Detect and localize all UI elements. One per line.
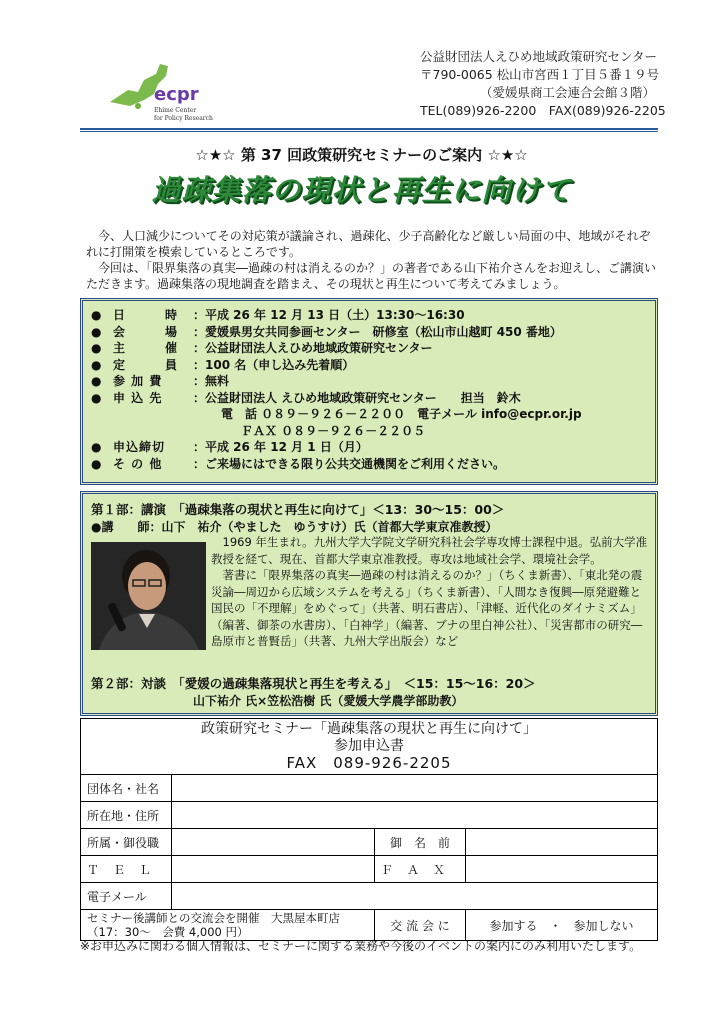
bio-paragraph-2: 著書に「限界集落の真実―過疎の村は消えるのか？」（ちくま新書）、「東北発の震災論―周辺から広域システムを考える」（ちくま新書）、「人間なき復興―原発避難と国民の「不理解」をめぐって」（共著、明石書店）、「津軽、近代化のダイナミズム」（編著、御茶の水書房）、「白神学」（編著、ブナの里白神公社）、「災害都市の研究―島原市と普賢岳」（共著、九州大学出版会）など (211, 568, 643, 648)
form-row-email (81, 883, 658, 910)
info-row-venue: ● 会 場 ：愛媛県男女共同参画センター 研修室（松山市山越町 450 番地） (91, 324, 562, 339)
form-row-dept (81, 829, 658, 856)
speaker-bio (211, 534, 651, 650)
form-title: 政策研究セミナー「過疎集落の現状と再生に向けて」 (201, 721, 537, 737)
info-row-host: ● 主 催 ：公益財団法人えひめ地域政策研究センター (91, 341, 433, 355)
form-row-social (81, 910, 658, 941)
form-table (80, 774, 658, 941)
social-event-choice[interactable]: 参加する ・ 参加しない (466, 910, 658, 941)
ecpr-logo (108, 62, 228, 124)
info-contact-fax: ＦＡＸ ０８９－９２６－２２０５ (241, 423, 426, 438)
speaker-photo (91, 542, 206, 650)
org-tel-fax: TEL(089)926-2200 FAX(089)926-2205 (420, 103, 666, 118)
form-header (80, 718, 658, 774)
form-fax: FAX 089-926-2205 (286, 754, 452, 772)
tel-label: ＴＥＬ (81, 856, 172, 883)
org-label: 団体名・社名 (81, 775, 172, 802)
intro-paragraph-1: 今、人口減少についてその対応策が議論され、過疎化、少子高齢化など厳しい局面の中、地域がそれぞれに打開策を模索しているところです。 (86, 229, 651, 259)
logo-text: ecpr (154, 84, 199, 105)
name-label: 御 名 前 (375, 829, 466, 856)
dept-field[interactable] (172, 829, 375, 856)
email-label: 電子メール (81, 883, 172, 910)
info-row-fee: ● 参 加 費 ：無料 (91, 374, 230, 388)
org-name: 公益財団法人えひめ地域政策研究センター (420, 49, 658, 64)
address-label: 所在地・住所 (81, 802, 172, 829)
intro-paragraph-2: 今回は、「限界集落の真実―過疎の村は消えるのか？」の著者である山下祐介さんをお迎えし、ご講演いただきます。過疎集落の現地調査を踏まえ、その現状と再生について考えてみましょう。 (86, 261, 657, 291)
intro-text (86, 228, 661, 292)
header-rule (80, 128, 658, 130)
seminar-subtitle: ☆★☆ 第 37 回政策研究セミナーのご案内 ☆★☆ (195, 146, 528, 164)
org-field[interactable] (172, 775, 658, 802)
tel-field[interactable] (172, 856, 375, 883)
organization-info (420, 48, 666, 120)
program-box (80, 491, 658, 716)
logo-sub2: for Policy Research (154, 115, 213, 122)
privacy-note: ※お申込みに関わる個人情報は、セミナーに関する業務や今後のイベントの案内にのみ利用いたします。 (80, 939, 642, 953)
address-field[interactable] (172, 802, 658, 829)
info-row-date: ● 日 時 ：平成 26 年 12 月 13 日（土）13:30～16:30 (91, 308, 465, 322)
info-row-apply: ● 申 込 先 ：公益財団法人 えひめ地域政策研究センター 担当 鈴木 (91, 390, 521, 405)
part1-title: 第１部：講演 「過疎集落の現状と再生に向けて」＜13：30～15：00＞ (91, 502, 505, 517)
part2-title: 第２部：対談 「愛媛の過疎集落現状と再生を考える」 ＜15：15～16：20＞ (91, 676, 536, 691)
info-row-capacity: ● 定 員 ：100 名（申し込み先着順） (91, 357, 355, 372)
social-event-label: セミナー後講師との交流会を開催 大黒屋本町店 （17：30～ 会費 4,000 円） (81, 910, 375, 941)
form-subtitle: 参加申込書 (334, 738, 404, 754)
form-row-org (81, 775, 658, 802)
form-row-tel (81, 856, 658, 883)
info-row-deadline: ● 申込締切 ：平成 26 年 12 月 1 日（月） (91, 440, 368, 454)
dept-label: 所属・御役職 (81, 829, 172, 856)
info-contact-tel: 電 話 ０８９－９２６－２２００ 電子メール info@ecpr.or.jp (221, 407, 582, 421)
bio-paragraph-1: 1969 年生まれ。九州大学大学院文学研究科社会学専攻博士課程中退。弘前大学准教授を経て、現在、首都大学東京准教授。専攻は地域社会学、環境社会学。 (211, 535, 648, 566)
email-field[interactable] (172, 883, 658, 910)
header-rule-thin (80, 131, 658, 132)
fax-label: ＦＡＸ (375, 856, 466, 883)
info-row-other: ● そ の 他 ：ご来場にはできる限り公共交通機関をご利用ください。 (91, 456, 506, 471)
org-building: （愛媛県商工会連合会館３階） (480, 85, 656, 100)
logo-sub1: Ehime Center (154, 107, 197, 114)
application-form (80, 718, 658, 941)
part2-speakers: 山下祐介 氏×笠松浩樹 氏（愛媛大学農学部助教） (193, 694, 464, 708)
form-row-address (81, 802, 658, 829)
event-info-box (80, 298, 658, 485)
main-title: 過疎集落の現状と再生に向けて (151, 173, 572, 207)
part1-speaker: ●講 師：山下 祐介（やました ゆうすけ）氏（首都大学東京准教授） (91, 520, 498, 534)
fax-field[interactable] (466, 856, 658, 883)
name-field[interactable] (466, 829, 658, 856)
org-address: 〒790-0065 松山市宮西１丁目５番１９号 (420, 67, 660, 82)
social-event-col: 交 流 会 に (375, 910, 466, 941)
